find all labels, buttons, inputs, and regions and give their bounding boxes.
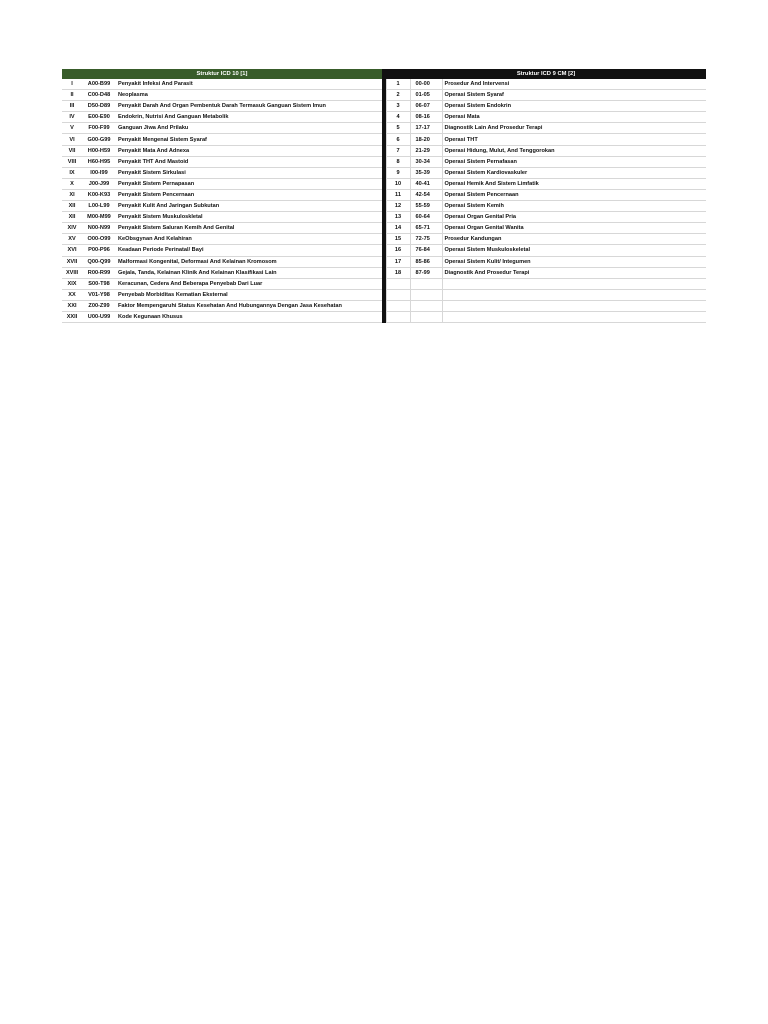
icd9-name-cell: Operasi Sistem Kardiovaskuler [442, 167, 706, 178]
icd10-range-cell: F00-F99 [82, 123, 116, 134]
icd9-number-cell: 8 [386, 156, 410, 167]
icd10-name-cell: Penyakit Mengenai Sistem Syaraf [116, 134, 382, 145]
icd10-chapter-cell: IV [62, 112, 82, 123]
icd10-chapter-cell: XII [62, 201, 82, 212]
table-row [62, 245, 706, 256]
table-row [62, 79, 706, 90]
table-row [62, 300, 706, 311]
icd9-number-cell: 3 [386, 101, 410, 112]
icd9-name-cell: Operasi Sistem Endokrin [442, 101, 706, 112]
icd10-range-cell: D50-D89 [82, 101, 116, 112]
icd10-range-cell: K00-K93 [82, 189, 116, 200]
icd10-chapter-cell: XVIII [62, 267, 82, 278]
table-row [62, 112, 706, 123]
icd10-range-cell: H00-H59 [82, 145, 116, 156]
icd9-name-cell: Operasi Sistem Kulit/ Integumen [442, 256, 706, 267]
icd10-range-cell: R00-R99 [82, 267, 116, 278]
icd10-chapter-cell: XXI [62, 300, 82, 311]
icd10-chapter-cell: XVI [62, 245, 82, 256]
table-row [62, 212, 706, 223]
icd9-range-cell [410, 300, 442, 311]
icd9-number-cell: 6 [386, 134, 410, 145]
icd10-range-cell: Q00-Q99 [82, 256, 116, 267]
icd9-number-cell: 11 [386, 189, 410, 200]
icd9-range-cell: 08-16 [410, 112, 442, 123]
table-row [62, 189, 706, 200]
icd10-name-cell: Penyakit Darah And Organ Pembentuk Darah Termasuk Ganguan Sistem Imun [116, 101, 382, 112]
icd10-range-cell: N00-N99 [82, 223, 116, 234]
icd9-range-cell: 42-54 [410, 189, 442, 200]
icd9-name-cell [442, 300, 706, 311]
table-row [62, 90, 706, 101]
icd9-header: Struktur ICD 9 CM [2] [386, 69, 706, 79]
icd9-number-cell [386, 278, 410, 289]
icd10-chapter-cell: XV [62, 234, 82, 245]
table-row [62, 278, 706, 289]
icd9-number-cell: 2 [386, 90, 410, 101]
icd10-chapter-cell: XIX [62, 278, 82, 289]
icd10-range-cell: V01-Y98 [82, 289, 116, 300]
icd9-name-cell: Prosedur And Intervensi [442, 79, 706, 90]
icd10-range-cell: H60-H95 [82, 156, 116, 167]
icd9-range-cell: 35-39 [410, 167, 442, 178]
icd10-range-cell: S00-T98 [82, 278, 116, 289]
icd10-name-cell: KeObsgynan And Kelahiran [116, 234, 382, 245]
icd10-range-cell: J00-J99 [82, 178, 116, 189]
icd9-name-cell: Operasi Sistem Kemih [442, 201, 706, 212]
icd9-name-cell [442, 289, 706, 300]
icd10-name-cell: Penyakit Sistem Saluran Kemih And Genital [116, 223, 382, 234]
icd9-range-cell: 60-64 [410, 212, 442, 223]
icd9-number-cell: 16 [386, 245, 410, 256]
icd10-range-cell: I00-I99 [82, 167, 116, 178]
icd9-number-cell: 17 [386, 256, 410, 267]
icd9-name-cell: Diagnostik Lain And Prosedur Terapi [442, 123, 706, 134]
icd9-range-cell: 55-59 [410, 201, 442, 212]
icd10-chapter-cell: VIII [62, 156, 82, 167]
icd9-range-cell: 40-41 [410, 178, 442, 189]
icd10-range-cell: E00-E90 [82, 112, 116, 123]
icd10-name-cell: Penyakit Sistem Muskuloskletal [116, 212, 382, 223]
icd10-chapter-cell: XX [62, 289, 82, 300]
table-row [62, 311, 706, 322]
icd10-name-cell: Penyakit Mata And Adnexa [116, 145, 382, 156]
table-row [62, 145, 706, 156]
icd10-chapter-cell: XII [62, 212, 82, 223]
icd10-name-cell: Faktor Mempengaruhi Status Kesehatan And Hubungannya Dengan Jasa Kesehatan [116, 300, 382, 311]
icd9-number-cell [386, 311, 410, 322]
icd9-range-cell: 85-86 [410, 256, 442, 267]
table-header-row [62, 69, 706, 79]
table-row [62, 234, 706, 245]
icd9-name-cell: Operasi Organ Genital Pria [442, 212, 706, 223]
icd-structure-table [62, 69, 706, 323]
table-row [62, 267, 706, 278]
icd9-number-cell [386, 289, 410, 300]
icd10-name-cell: Keadaan Periode Perinatal/ Bayi [116, 245, 382, 256]
icd9-range-cell [410, 311, 442, 322]
icd9-name-cell: Operasi Sistem Muskuloskeletal [442, 245, 706, 256]
icd9-number-cell: 18 [386, 267, 410, 278]
icd10-name-cell: Penyakit Kulit And Jaringan Subkutan [116, 201, 382, 212]
icd9-number-cell: 9 [386, 167, 410, 178]
icd10-chapter-cell: II [62, 90, 82, 101]
icd9-number-cell: 7 [386, 145, 410, 156]
icd9-range-cell: 06-07 [410, 101, 442, 112]
icd9-number-cell: 13 [386, 212, 410, 223]
icd10-chapter-cell: X [62, 178, 82, 189]
icd10-name-cell: Keracunan, Cedera And Beberapa Penyebab Dari Luar [116, 278, 382, 289]
icd10-range-cell: O00-O99 [82, 234, 116, 245]
icd10-chapter-cell: III [62, 101, 82, 112]
icd10-chapter-cell: XVII [62, 256, 82, 267]
icd10-chapter-cell: XI [62, 189, 82, 200]
icd9-range-cell: 87-99 [410, 267, 442, 278]
icd10-range-cell: P00-P96 [82, 245, 116, 256]
icd9-name-cell: Operasi Sistem Syaraf [442, 90, 706, 101]
table-row [62, 101, 706, 112]
icd9-range-cell: 76-84 [410, 245, 442, 256]
icd9-number-cell: 1 [386, 79, 410, 90]
icd9-name-cell: Prosedur Kandungan [442, 234, 706, 245]
icd9-number-cell: 15 [386, 234, 410, 245]
icd10-name-cell: Malformasi Kongenital, Deformasi And Kelainan Kromosom [116, 256, 382, 267]
icd9-range-cell: 01-05 [410, 90, 442, 101]
icd10-name-cell: Endokrin, Nutrisi And Ganguan Metabolik [116, 112, 382, 123]
icd10-chapter-cell: XIV [62, 223, 82, 234]
icd9-name-cell: Diagnostik And Prosedur Terapi [442, 267, 706, 278]
table-row [62, 134, 706, 145]
icd9-name-cell: Operasi Mata [442, 112, 706, 123]
icd10-name-cell: Ganguan Jiwa And Prilaku [116, 123, 382, 134]
icd10-range-cell: M00-M99 [82, 212, 116, 223]
icd9-name-cell: Operasi THT [442, 134, 706, 145]
table-row [62, 167, 706, 178]
icd10-chapter-cell: VII [62, 145, 82, 156]
table-row [62, 223, 706, 234]
icd10-chapter-cell: VI [62, 134, 82, 145]
icd9-range-cell: 72-75 [410, 234, 442, 245]
icd9-name-cell: Operasi Sistem Pernafasan [442, 156, 706, 167]
icd10-name-cell: Penyakit Sistem Pencernaan [116, 189, 382, 200]
table-row [62, 289, 706, 300]
icd9-range-cell: 21-29 [410, 145, 442, 156]
table-row [62, 123, 706, 134]
icd10-chapter-cell: I [62, 79, 82, 90]
table-row [62, 256, 706, 267]
icd10-range-cell: U00-U99 [82, 311, 116, 322]
icd9-range-cell [410, 289, 442, 300]
icd10-name-cell: Penyakit Infeksi And Parasit [116, 79, 382, 90]
icd9-number-cell [386, 300, 410, 311]
icd10-range-cell: Z00-Z99 [82, 300, 116, 311]
icd10-range-cell: G00-G99 [82, 134, 116, 145]
table-row [62, 156, 706, 167]
icd9-name-cell: Operasi Hidung, Mulut, And Tenggorokan [442, 145, 706, 156]
table-row [62, 201, 706, 212]
icd10-range-cell: C00-D48 [82, 90, 116, 101]
icd10-name-cell: Neoplasma [116, 90, 382, 101]
icd10-name-cell: Kode Kegunaan Khusus [116, 311, 382, 322]
icd9-number-cell: 10 [386, 178, 410, 189]
icd9-number-cell: 12 [386, 201, 410, 212]
icd10-name-cell: Penyakit Sistem Pernapasan [116, 178, 382, 189]
icd10-chapter-cell: V [62, 123, 82, 134]
table-row [62, 178, 706, 189]
icd9-range-cell: 18-20 [410, 134, 442, 145]
icd10-chapter-cell: XXII [62, 311, 82, 322]
icd9-range-cell: 17-17 [410, 123, 442, 134]
icd10-range-cell: A00-B99 [82, 79, 116, 90]
icd9-range-cell: 00-00 [410, 79, 442, 90]
icd9-number-cell: 14 [386, 223, 410, 234]
icd9-name-cell: Operasi Sistem Pencernaan [442, 189, 706, 200]
icd9-number-cell: 5 [386, 123, 410, 134]
icd9-name-cell [442, 311, 706, 322]
icd9-number-cell: 4 [386, 112, 410, 123]
icd9-name-cell: Operasi Hemik And Sistem Limfatik [442, 178, 706, 189]
icd-comparison-sheet [62, 69, 706, 323]
icd9-name-cell [442, 278, 706, 289]
icd10-header: Struktur ICD 10 [1] [62, 69, 382, 79]
icd10-chapter-cell: IX [62, 167, 82, 178]
icd10-name-cell: Penyakit THT And Mastoid [116, 156, 382, 167]
table-body [62, 79, 706, 323]
icd10-name-cell: Gejala, Tanda, Kelainan Klinik And Kelainan Klasifikasi Lain [116, 267, 382, 278]
icd9-range-cell [410, 278, 442, 289]
icd10-name-cell: Penyebab Morbiditas Kematian Eksternal [116, 289, 382, 300]
icd10-name-cell: Penyakit Sistem Sirkulasi [116, 167, 382, 178]
icd9-range-cell: 65-71 [410, 223, 442, 234]
icd9-name-cell: Operasi Organ Genital Wanita [442, 223, 706, 234]
icd9-range-cell: 30-34 [410, 156, 442, 167]
icd10-range-cell: L00-L99 [82, 201, 116, 212]
